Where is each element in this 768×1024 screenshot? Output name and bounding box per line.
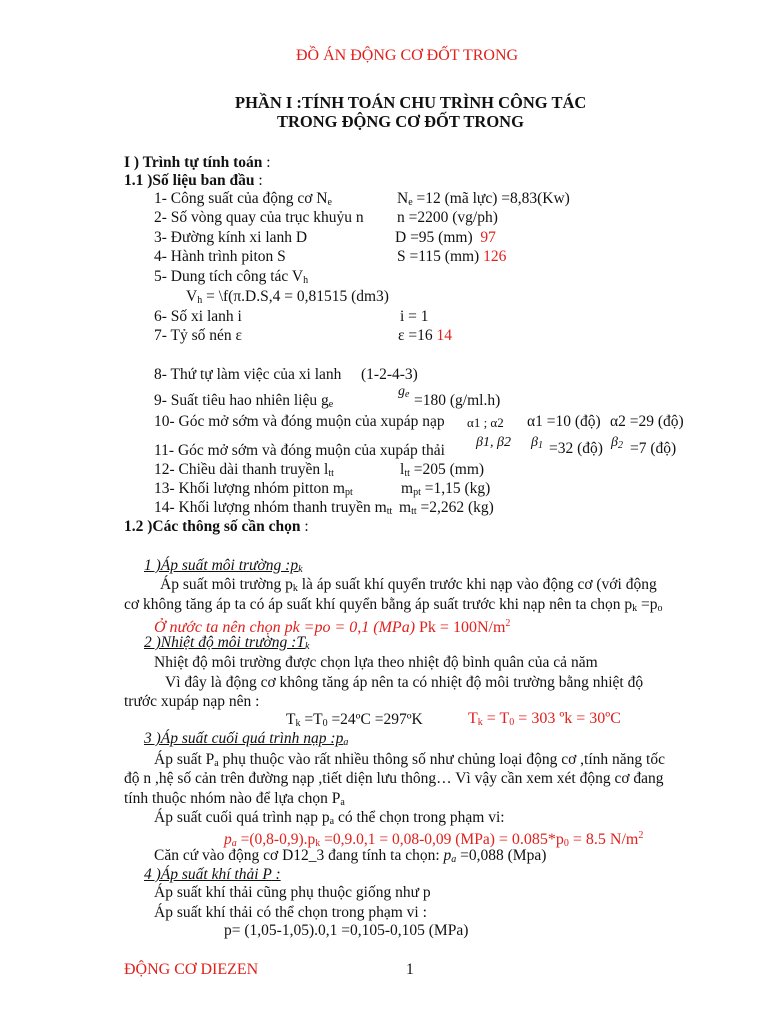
p4-line2: Áp suất khí thải có thể chọn trong phạm vi : — [154, 904, 427, 921]
item-3-value: D =95 (mm) 97 — [395, 229, 496, 246]
item-7-label: 7- Tỷ số nén ε — [154, 327, 243, 344]
p2-line3: trước xupáp nạp nên : — [124, 693, 260, 710]
item-8-value: (1-2-4-3) — [361, 366, 418, 383]
p2-formula: $T_k =T_0$ =24ºC =297ºK — [286, 711, 423, 729]
item-11-symbols: β1, β2 — [476, 435, 511, 450]
footer-page-number: 1 — [406, 961, 414, 978]
item-11-label: 11- Góc mở sớm và đóng muộn của xupáp thải — [154, 442, 445, 459]
p3-line5: Căn cứ vào động cơ D12_3 đang tính ta chọn: $p_a =0,088$ (Mpa) — [154, 847, 547, 865]
item-9-value: =180 (g/ml.h) — [414, 392, 501, 409]
item-10-label: 10- Góc mở sớm và đóng muộn của xupáp nạp — [154, 413, 445, 430]
item-5-label: 5- Dung tích công tác $V_h$ — [154, 268, 309, 286]
p4-formula: p= (1,05-1,05).0,1 =0,105-0,105 (MPa) — [224, 922, 469, 939]
item-1-value: $N_e =12$ (mã lực) =8,83(Kw) — [397, 190, 570, 208]
p3-line1: Áp suất $P_a$ phụ thuộc vào rất nhiều thông số như chủng loại động cơ ,tính năng tốc — [154, 751, 665, 769]
p3-line4: Áp suất cuối quá trình nạp $p_a$ có thể chọn trong phạm vi: — [154, 809, 505, 827]
item-12-value: $l_{tt} =205$ (mm) — [400, 461, 485, 479]
item-11-beta1-symbol: $\beta_1$ — [531, 435, 543, 451]
item-13-label: 13- Khối lượng nhóm pitton $m_{pt}$ — [154, 480, 353, 498]
item-13-value: $m_{pt} =1,15$ (kg) — [401, 480, 491, 498]
item-8-label: 8- Thứ tự làm việc của xi lanh — [154, 366, 342, 383]
part-title-line2: TRONG ĐỘNG CƠ ĐỐT TRONG — [277, 112, 524, 131]
item-11-beta1: =32 (độ) — [549, 440, 603, 457]
item-3-label: 3- Đường kính xi lanh D — [154, 229, 308, 246]
p4-heading: 4 )Áp suất khí thải P : — [144, 866, 281, 883]
item-4-value: S =115 (mm) 126 — [397, 248, 507, 265]
section1-heading: I ) Trình tự tính toán : — [124, 154, 271, 171]
p1-heading: 1 )Áp suất môi trường $:p_k$ — [144, 557, 303, 575]
p2-heading: 2 )Nhiệt độ môi trường $:T_k$ — [144, 634, 310, 652]
item-6-label: 6- Số xi lanh i — [154, 308, 242, 325]
footer-left: ĐỘNG CƠ DIEZEN — [124, 961, 259, 978]
item-5-formula: $V_h$ = \f(π.D.S,4 = 0,81515 (dm3) — [186, 288, 389, 306]
item-2-label: 2- Số vòng quay của trục khuỷu n — [154, 209, 364, 226]
item-9-symbol: $g_e$ — [398, 384, 410, 400]
item-14-value: $m_{tt} =2,262$ (kg) — [399, 499, 494, 517]
p1-line2: cơ không tăng áp ta có áp suất khí quyển bằng áp suất trước khi nạp nên ta chọn $p_k =p_o$ — [124, 596, 663, 614]
p4-line1: Áp suất khí thải cũng phụ thuộc giống như p — [154, 884, 431, 901]
item-6-value: i = 1 — [400, 308, 429, 325]
item-12-label: 12- Chiều dài thanh truyền $l_{tt}$ — [154, 461, 334, 479]
p1-line1: Áp suất môi trường $p_k$ là áp suất khí quyển trước khi nạp vào động cơ (với động — [160, 576, 657, 594]
item-11-beta2: =7 (độ) — [630, 440, 677, 457]
p3-formula: $p_a =(0,8-0,9).p_k =0,9.0,1 = 0,08-0,09$ $(MPa) = 0.085*p_0 = 8.5$ $N/m^2$ — [224, 830, 644, 849]
item-14-label: 14- Khối lượng nhóm thanh truyền $m_{tt}$ — [154, 499, 393, 517]
p3-line3: tính thuộc nhóm nào để lựa chọn $P_a$ — [124, 790, 345, 808]
p1-red-line: Ở nước ta nên chọn pk =po = 0,1 (MPa) $Pk = 100N/m^2$ — [154, 618, 511, 636]
item-10-alpha1: α1 =10 (độ) — [527, 413, 601, 430]
p3-heading: 3 )Áp suất cuối quá trình nạp $:p_a$ — [144, 730, 349, 748]
part-title-line1: PHẦN I :TÍNH TOÁN CHU TRÌNH CÔNG TÁC — [235, 93, 587, 112]
item-9-label: 9- Suất tiêu hao nhiên liệu $g_e$ — [154, 392, 334, 410]
header-title: ĐỒ ÁN ĐỘNG CƠ ĐỐT TRONG — [296, 47, 519, 64]
item-10-symbols: α1 ; α2 — [467, 415, 504, 430]
p2-formula-red: $T_k = T_0 = 303$ ºk = 30ºC — [468, 710, 621, 728]
p2-line2: Vì đây là động cơ không tăng áp nên ta có nhiệt độ môi trường bằng nhiệt độ — [165, 674, 644, 691]
item-11-beta2-symbol: $\beta_2$ — [611, 435, 623, 451]
section1-subheading: 1.1 )Số liệu ban đầu : — [124, 172, 263, 189]
item-2-value: n =2200 (vg/ph) — [397, 209, 498, 226]
item-1-label: 1- Công suất của động cơ $N_e$ — [154, 190, 332, 208]
item-10-alpha2: α2 =29 (độ) — [610, 413, 684, 430]
item-4-label: 4- Hành trình piton S — [154, 248, 286, 265]
p3-line2: độ n ,hệ số cản trên đường nạp ,tiết diện lưu thông… Vì vậy cần xem xét động cơ đang — [124, 770, 664, 787]
item-7-value: ε =16 14 — [398, 327, 453, 344]
p2-line1: Nhiệt độ môi trường được chọn lựa theo nhiệt độ bình quân của cả năm — [154, 654, 598, 671]
section2-heading: 1.2 )Các thông số cần chọn : — [124, 518, 309, 535]
